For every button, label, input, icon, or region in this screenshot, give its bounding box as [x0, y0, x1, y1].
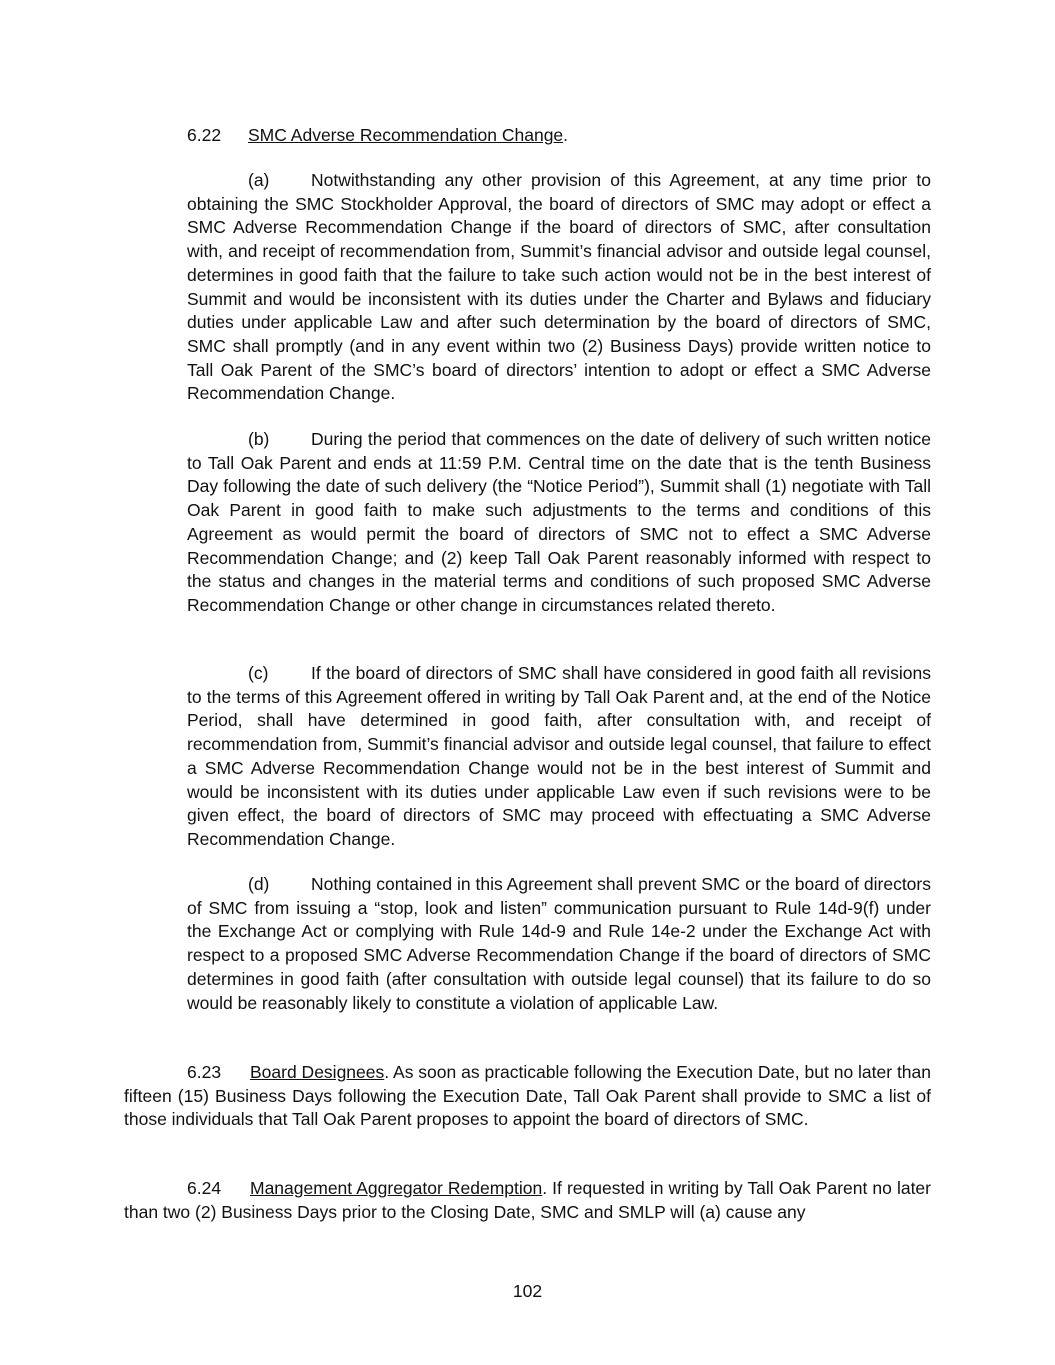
- subsection-label: (d): [248, 874, 270, 894]
- subsection-label: (b): [248, 429, 270, 449]
- subsection-a: [187, 169, 931, 406]
- subsection-text: Nothing contained in this Agreement shall prevent SMC or the board of directors of SMC from issuing a “stop, look and listen” communication pursuant to Rule 14d-9(f) under the Exchange Act or complying with Rule 14d-9 and Rule 14e-2 under the Exchange Act with respect to a proposed SMC Adverse Recommendation Change if the board of directors of SMC determines in good faith (after consultation with outside legal counsel) that its failure to do so would be reasonably likely to constitute a violation of applicable Law.: [187, 874, 931, 1013]
- section-title-period: .: [563, 125, 569, 145]
- subsection-b: [187, 428, 931, 618]
- section-number: 6.23: [187, 1062, 222, 1082]
- section-title: Board Designees: [250, 1062, 385, 1082]
- subsection-c: [187, 662, 931, 852]
- subsection-d: [187, 873, 931, 1015]
- subsection-label: (a): [248, 170, 270, 190]
- page-number: 102: [512, 1281, 543, 1301]
- section-title: Management Aggregator Redemption: [250, 1178, 543, 1198]
- subsection-label: (c): [248, 663, 269, 683]
- section-title: SMC Adverse Recommendation Change: [248, 125, 564, 145]
- subsection-text: During the period that commences on the date of delivery of such written notice to Tall Oak Parent and ends at 11:59 P.M. Central time on the date that is the tenth Business Day following the date of such delivery (the “Notice Period”), Summit shall (1) negotiate with Tall Oak Parent in good faith to make such adjustments to the terms and conditions of this Agreement as would permit the board of directors of SMC not to effect a SMC Adverse Recommendation Change; and (2) keep Tall Oak Parent reasonably informed with respect to the status and changes in the material terms and conditions of such proposed SMC Adverse Recommendation Change or other change in circumstances related thereto.: [187, 429, 931, 615]
- subsection-text: If the board of directors of SMC shall have considered in good faith all revisions to the terms of this Agreement offered in writing by Tall Oak Parent and, at the end of the Notice Period, shall have determined in good faith, after consultation with, and receipt of recommendation from, Summit’s financial advisor and outside legal counsel, that failure to effect a SMC Adverse Recommendation Change would not be in the best interest of Summit and would be inconsistent with its duties under applicable Law even if such revisions were to be given effect, the board of directors of SMC may proceed with effectuating a SMC Adverse Recommendation Change.: [187, 663, 931, 849]
- section-text: . If requested in writing by Tall Oak Parent no later than two (2) Business Days prior to the Closing Date, SMC and SMLP will (a) cause any: [124, 1178, 931, 1222]
- section-number: 6.22: [187, 125, 222, 145]
- section-text: . As soon as practicable following the Execution Date, but no later than fifteen (15) Business Days following the Execution Date, Tall Oak Parent shall provide to SMC a list of those individuals that Tall Oak Parent proposes to appoint the board of directors of SMC.: [124, 1062, 932, 1130]
- section-number: 6.24: [187, 1178, 222, 1198]
- section-6-24: [124, 1177, 931, 1224]
- section-6-23: [124, 1061, 931, 1132]
- section-6-22-heading: [187, 124, 931, 148]
- subsection-text: Notwithstanding any other provision of this Agreement, at any time prior to obtaining the SMC Stockholder Approval, the board of directors of SMC may adopt or effect a SMC Adverse Recommendation Change if the board of directors of SMC, after consultation with, and receipt of recommendation from, Summit’s financial advisor and outside legal counsel, determines in good faith that the failure to take such action would not be in the best interest of Summit and would be inconsistent with its duties under the Charter and Bylaws and fiduciary duties under applicable Law and after such determination by the board of directors of SMC, SMC shall promptly (and in any event within two (2) Business Days) provide written notice to Tall Oak Parent of the SMC’s board of directors’ intention to adopt or effect a SMC Adverse Recommendation Change.: [187, 170, 931, 404]
